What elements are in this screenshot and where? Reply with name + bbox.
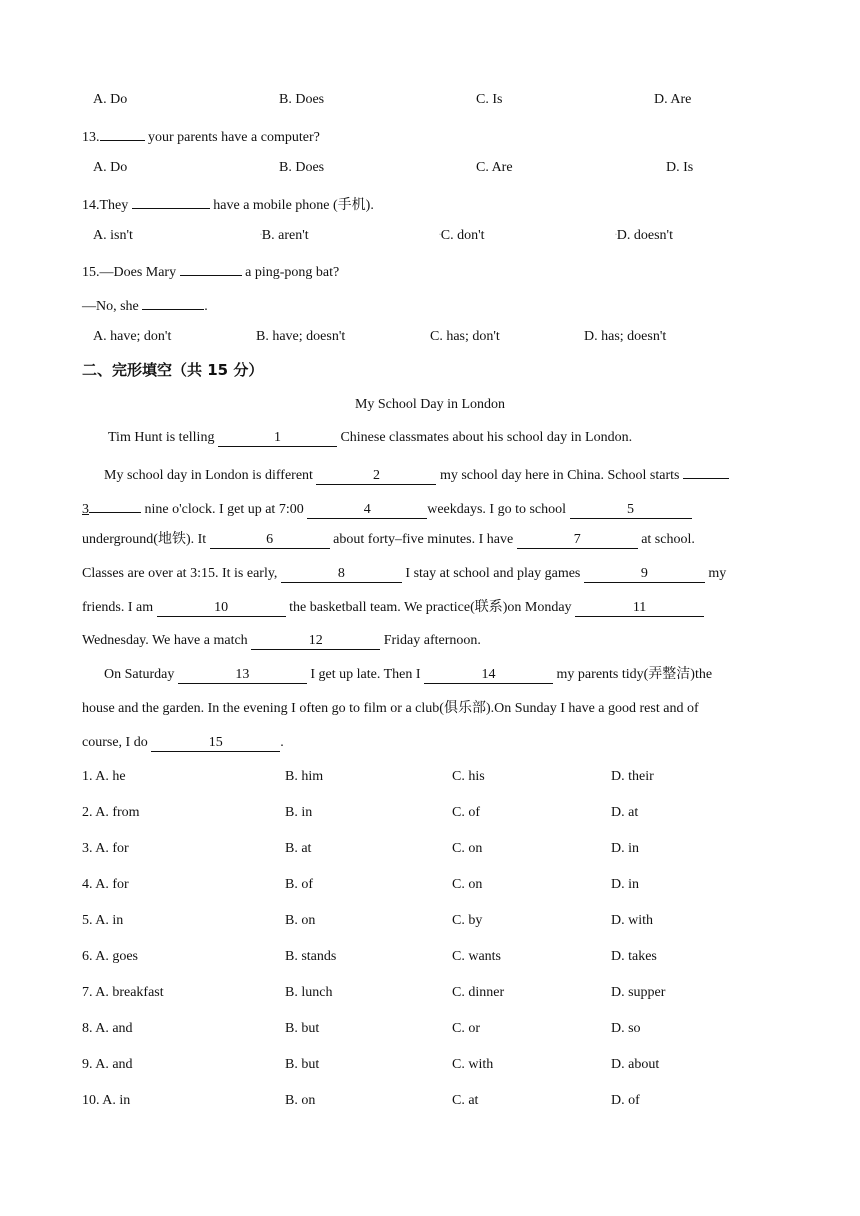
q15-answer xyxy=(82,294,208,316)
answer-option-a: 4. A. for xyxy=(82,877,129,892)
passage-text: . xyxy=(280,735,284,750)
passage-text: at school. xyxy=(637,532,695,547)
q13-tail: your parents have a computer? xyxy=(144,130,320,145)
answer-option-b: B. stands xyxy=(285,949,337,964)
q13-option-c: C. Are xyxy=(476,160,513,175)
answer-option-c: C. his xyxy=(452,769,485,784)
passage-blank-13: 13 xyxy=(178,667,307,684)
q13-option-a: A. Do xyxy=(93,160,128,175)
q13-blank xyxy=(100,125,145,141)
answer-option-c: C. or xyxy=(452,1021,480,1036)
passage-text: Wednesday. We have a match xyxy=(82,633,252,648)
passage-text: Friday afternoon. xyxy=(380,633,481,648)
answer-option-b: B. on xyxy=(285,913,316,928)
passage-blank-2: 2 xyxy=(316,468,436,485)
passage-blank-7: 7 xyxy=(517,532,638,549)
q15-answer-tail: . xyxy=(204,299,208,314)
q15-option-d: D. has; doesn't xyxy=(584,329,667,344)
answer-option-c: C. of xyxy=(452,805,480,820)
q14-option-a: A. isn't xyxy=(93,228,133,243)
answer-option-a: 1. A. he xyxy=(82,769,126,784)
answer-option-c: C. wants xyxy=(452,949,501,964)
passage-text: my xyxy=(704,566,727,581)
passage-title: My School Day in London xyxy=(354,397,506,412)
q14-stem xyxy=(82,193,374,215)
passage-blank-3: 3 xyxy=(82,502,89,517)
q15-answer-prefix: —No, she xyxy=(82,299,143,314)
passage-text: Classes are over at 3:15. It is early, xyxy=(82,566,281,581)
answer-option-a: 3. A. for xyxy=(82,841,129,856)
passage-text: about forty–five minutes. I have xyxy=(329,532,517,547)
q13-option-b: B. Does xyxy=(279,160,325,175)
answer-option-d: D. with xyxy=(611,913,653,928)
passage-line-6 xyxy=(82,599,704,617)
passage-blank-14: 14 xyxy=(424,667,553,684)
passage-blank-5: 5 xyxy=(570,502,692,519)
answer-option-c: C. with xyxy=(452,1057,494,1072)
passage-blank-1: 1 xyxy=(218,430,337,447)
passage-line-1 xyxy=(108,429,632,447)
answer-option-a: 2. A. from xyxy=(82,805,140,820)
passage-text: On Saturday xyxy=(104,667,178,682)
q15-tail: a ping-pong bat? xyxy=(241,265,340,280)
answer-option-a: 7. A. breakfast xyxy=(82,985,164,1000)
passage-blank-6: 6 xyxy=(210,532,330,549)
answer-option-a: 9. A. and xyxy=(82,1057,133,1072)
q12-option-b: B. Does xyxy=(279,92,325,107)
passage-blank-3-start xyxy=(683,463,729,479)
answer-option-b: B. lunch xyxy=(285,985,333,1000)
answer-option-b: B. on xyxy=(285,1093,316,1108)
answer-option-d: D. in xyxy=(611,877,639,892)
q15-blank-1 xyxy=(180,260,242,276)
q12-option-c: C. Is xyxy=(476,92,503,107)
answer-option-b: B. of xyxy=(285,877,313,892)
passage-text: I get up late. Then I xyxy=(306,667,425,682)
section-heading: 二、完形填空（共 15 分） xyxy=(82,361,264,379)
passage-line-8 xyxy=(104,666,712,684)
option-dot-icon: ▫ xyxy=(615,233,617,238)
passage-text: Chinese classmates about his school day in London. xyxy=(336,430,633,445)
q15-option-b: B. have; doesn't xyxy=(256,329,346,344)
q13-stem xyxy=(82,125,320,147)
answer-option-a: 5. A. in xyxy=(82,913,124,928)
passage-blank-4: 4 xyxy=(307,502,427,519)
answer-option-a: 8. A. and xyxy=(82,1021,133,1036)
passage-text: I stay at school and play games xyxy=(401,566,584,581)
passage-line-2 xyxy=(104,463,729,485)
q14-option-b-label: B. aren't xyxy=(261,228,309,244)
answer-option-b: B. but xyxy=(285,1021,320,1036)
answer-option-d: D. their xyxy=(611,769,654,784)
q14-blank xyxy=(132,193,210,209)
passage-text: nine o'clock. I get up at 7:00 xyxy=(141,502,308,517)
q12-option-d: D. Are xyxy=(654,92,692,107)
passage-text: the basketball team. We practice(联系)on Monday xyxy=(285,600,576,615)
option-dot-icon: ▫ xyxy=(439,233,441,238)
q14-option-c-label: C. don't xyxy=(440,228,485,244)
q15-prefix: 15.—Does Mary xyxy=(82,265,180,280)
passage-text: friends. I am xyxy=(82,600,157,615)
passage-blank-8: 8 xyxy=(281,566,402,583)
answer-option-c: C. dinner xyxy=(452,985,505,1000)
q14-tail: have a mobile phone (手机). xyxy=(209,198,374,213)
passage-blank-10: 10 xyxy=(157,600,286,617)
passage-line-5 xyxy=(82,565,726,583)
q12-option-a: A. Do xyxy=(93,92,128,107)
answer-option-d: D. of xyxy=(611,1093,640,1108)
answer-option-d: D. so xyxy=(611,1021,641,1036)
passage-blank-12: 12 xyxy=(251,633,380,650)
passage-line-10 xyxy=(82,734,284,752)
q14-option-b xyxy=(260,227,309,245)
answer-option-d: D. at xyxy=(611,805,639,820)
answer-option-b: B. in xyxy=(285,805,313,820)
passage-blank-9: 9 xyxy=(584,566,705,583)
passage-line-3 xyxy=(82,497,692,519)
answer-option-c: C. on xyxy=(452,841,483,856)
passage-text: my parents tidy(弄整洁)the xyxy=(553,667,713,682)
passage-blank-3-end xyxy=(89,497,141,513)
q15-option-a: A. have; don't xyxy=(93,329,172,344)
passage-line-4 xyxy=(82,531,695,549)
answer-option-d: D. about xyxy=(611,1057,660,1072)
answer-option-d: D. in xyxy=(611,841,639,856)
passage-blank-11: 11 xyxy=(575,600,704,617)
q13-prefix: 13. xyxy=(82,130,100,145)
q14-option-d-label: D. doesn't xyxy=(616,228,673,244)
answer-option-d: D. supper xyxy=(611,985,666,1000)
passage-line-9: house and the garden. In the evening I often go to film or a club(俱乐部).On Sunday I have a good rest and of xyxy=(82,701,699,716)
q15-blank-2 xyxy=(142,294,204,310)
passage-text: underground(地铁). It xyxy=(82,532,210,547)
q13-option-d: D. Is xyxy=(666,160,694,175)
q15-stem xyxy=(82,260,339,282)
passage-text: my school day here in China. School starts xyxy=(436,468,683,483)
option-dot-icon: ▫ xyxy=(260,233,262,238)
answer-option-b: B. but xyxy=(285,1057,320,1072)
answer-option-c: C. by xyxy=(452,913,483,928)
answer-option-b: B. at xyxy=(285,841,312,856)
passage-text: My school day in London is different xyxy=(104,468,317,483)
passage-text: course, I do xyxy=(82,735,152,750)
answer-option-c: C. at xyxy=(452,1093,479,1108)
passage-text: Tim Hunt is telling xyxy=(108,430,218,445)
q15-option-c: C. has; don't xyxy=(430,329,500,344)
answer-option-c: C. on xyxy=(452,877,483,892)
answer-option-a: 6. A. goes xyxy=(82,949,138,964)
q14-option-c xyxy=(439,227,485,245)
q14-option-d xyxy=(615,227,673,245)
answer-option-d: D. takes xyxy=(611,949,657,964)
answer-option-b: B. him xyxy=(285,769,324,784)
answer-option-a: 10. A. in xyxy=(82,1093,131,1108)
passage-line-7 xyxy=(82,632,481,650)
passage-text: weekdays. I go to school xyxy=(427,502,570,517)
q14-prefix: 14.They xyxy=(82,198,132,213)
passage-blank-15: 15 xyxy=(151,735,280,752)
